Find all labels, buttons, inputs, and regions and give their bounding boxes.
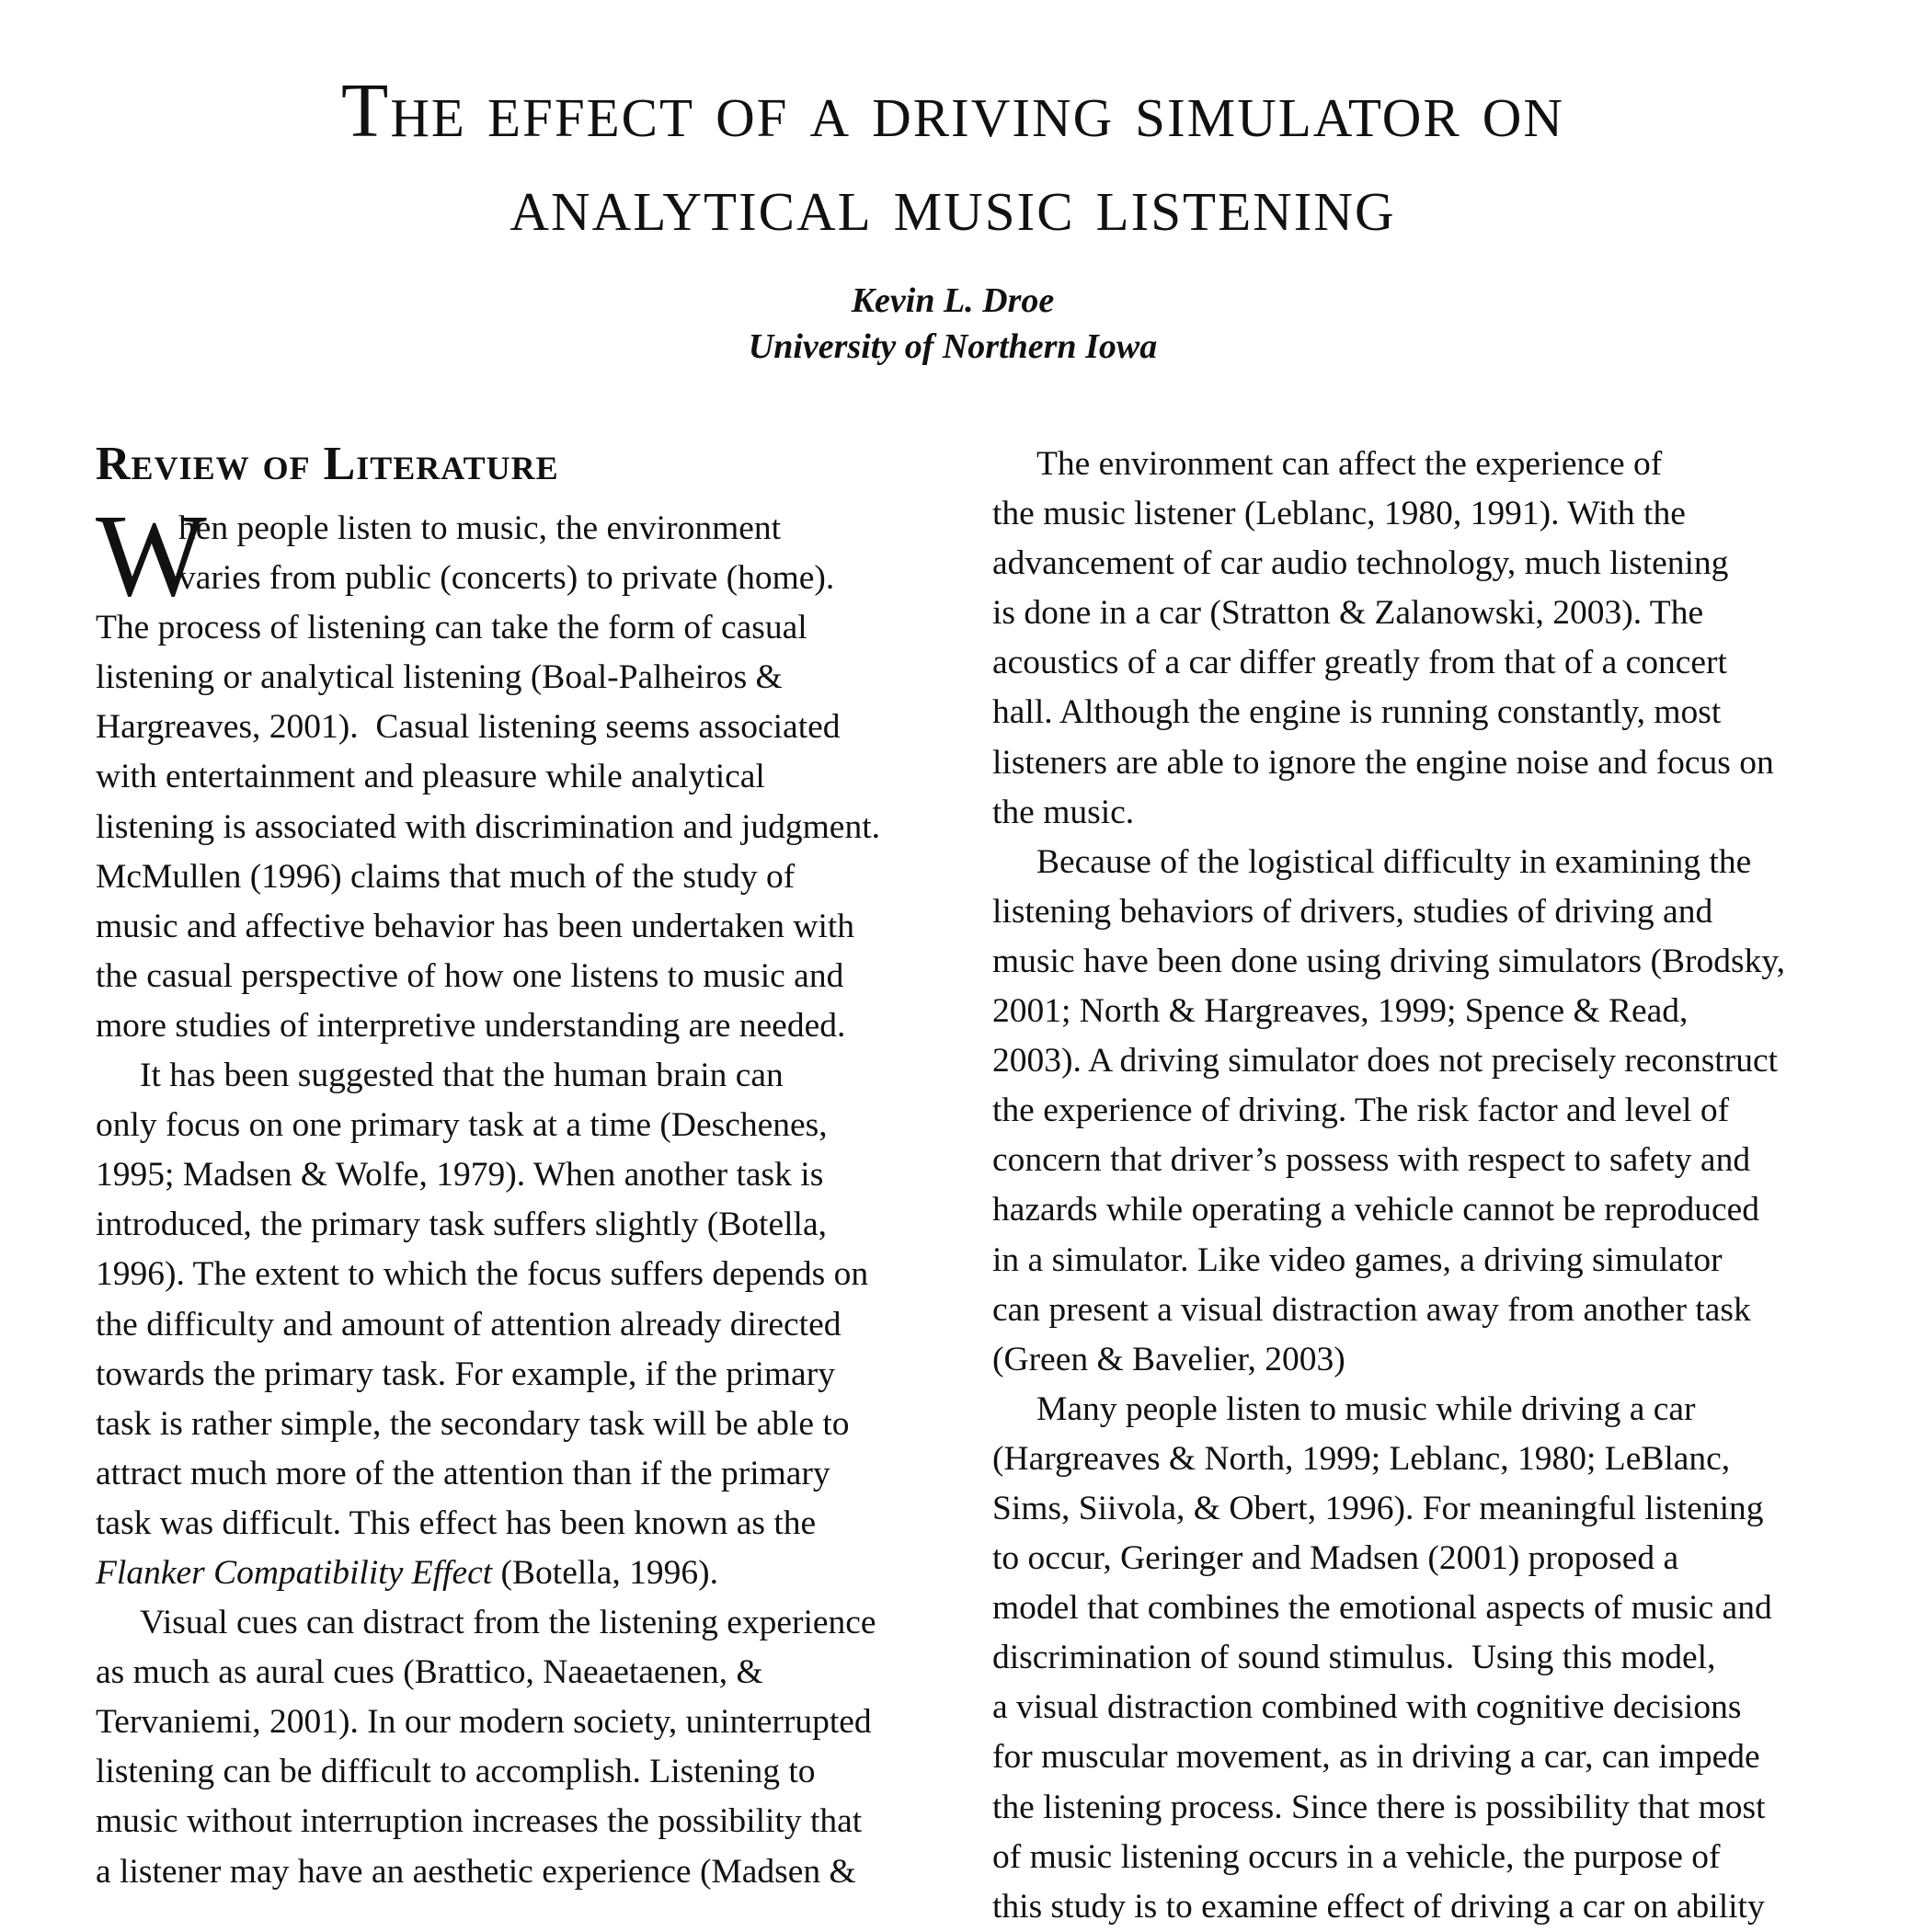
italic-term: Flanker Compatibility Effect	[96, 1553, 493, 1592]
paragraph-1	[96, 490, 1015, 1051]
section-heading: Review of Literature	[96, 438, 559, 490]
title-line-2: analytical music listening	[509, 162, 1396, 247]
text-line: task was difficult. This effect has been known as the	[96, 1503, 817, 1542]
paragraph-3	[96, 1598, 1015, 1897]
text-line: for muscular movement, as in driving a car, can impede	[992, 1738, 1760, 1777]
text-line: The process of listening can take the form of casual	[96, 609, 807, 647]
text-line: the music.	[992, 793, 1135, 831]
text-line: only focus on one primary task at a time (Deschenes,	[96, 1106, 828, 1145]
text-line: the difficulty and amount of attention already directed	[96, 1305, 842, 1343]
text-line: Because of the logistical difficulty in examining the	[1036, 842, 1752, 881]
left-column	[96, 438, 1015, 1897]
text-line: Sims, Siivola, & Obert, 1996). For meaningful listening	[992, 1489, 1764, 1527]
text-line: Many people listen to music while driving a car	[1036, 1389, 1696, 1428]
text-line: towards the primary task. For example, if the primary	[96, 1355, 835, 1393]
text-line: more studies of interpretive understanding are needed.	[96, 1006, 846, 1045]
author-block	[0, 278, 1906, 370]
paragraph-2	[96, 1051, 1015, 1598]
text-line: hall. Although the engine is running constantly, most	[992, 693, 1722, 732]
citation-text: (Botella, 1996).	[492, 1553, 718, 1592]
text-line: in a simulator. Like video games, a driving simulator	[992, 1240, 1723, 1279]
text-line: hazards while operating a vehicle cannot be reproduced	[992, 1191, 1759, 1229]
text-line: music without interruption increases the possibility that	[96, 1802, 863, 1841]
paragraph-4	[992, 440, 1912, 838]
text-line: Tervaniemi, 2001). In our modern society, uninterrupted	[96, 1703, 872, 1742]
text-line: The environment can affect the experience of	[1036, 445, 1663, 483]
text-line: concern that driver’s possess with respect to safety and	[992, 1141, 1751, 1180]
text-line: the listening process. Since there is possibility that most	[992, 1788, 1766, 1826]
text-line: listening can be difficult to accomplish. Listening to	[96, 1753, 816, 1791]
text-line: varies from public (concerts) to private (home).	[178, 559, 835, 598]
text-line: (Green & Bavelier, 2003)	[992, 1340, 1345, 1378]
text-line: discrimination of sound stimulus. Using this model,	[992, 1639, 1716, 1677]
text-line: can present a visual distraction away from another task	[992, 1290, 1751, 1329]
text-line: listening behaviors of drivers, studies of driving and	[992, 892, 1713, 931]
text-line: 2003). A driving simulator does not precisely reconstruct	[992, 1042, 1779, 1080]
text-line: the experience of driving. The risk factor and level of	[992, 1092, 1730, 1130]
text-line: listeners are able to ignore the engine noise and focus on	[992, 743, 1774, 782]
text-line: a listener may have an aesthetic experience (Madsen &	[96, 1852, 856, 1891]
text-line: a visual distraction combined with cognitive decisions	[992, 1688, 1742, 1727]
text-line: advancement of car audio technology, much listening	[992, 544, 1729, 583]
text-line: attract much more of the attention than if the primary	[96, 1454, 830, 1492]
right-column	[992, 440, 1912, 1932]
text-line: 1995; Madsen & Wolfe, 1979). When another task is	[96, 1156, 824, 1195]
author-name: Kevin L. Droe	[851, 281, 1055, 320]
text-line: listening is associated with discrimination and judgment.	[96, 807, 880, 846]
text-line: (Hargreaves & North, 1999; Leblanc, 1980; LeBlanc,	[992, 1439, 1731, 1478]
text-line: task is rather simple, the secondary task will be able to	[96, 1404, 850, 1443]
author-affiliation: University of Northern Iowa	[748, 327, 1158, 366]
text-line: is done in a car (Stratton & Zalanowski, 2003). The	[992, 594, 1704, 633]
text-line: the music listener (Leblanc, 1980, 1991). With the	[992, 495, 1686, 533]
text-line: this study is to examine effect of driving a car on ability	[992, 1887, 1765, 1926]
text-line: 2001; North & Hargreaves, 1999; Spence & Read,	[992, 992, 1689, 1031]
text-line: model that combines the emotional aspects of music and	[992, 1589, 1772, 1628]
text-line: as much as aural cues (Brattico, Naeaetaenen, &	[96, 1653, 763, 1692]
text-line: 1996). The extent to which the focus suffers depends on	[96, 1255, 869, 1294]
text-line: listening or analytical listening (Boal-Palheiros &	[96, 658, 783, 697]
text-line: music and affective behavior has been undertaken with	[96, 907, 855, 945]
text-line-with-italic	[96, 1549, 1015, 1598]
text-line: Hargreaves, 2001). Casual listening seems associated	[96, 708, 841, 747]
drop-cap: W	[96, 490, 207, 621]
text-line: of music listening occurs in a vehicle, the purpose of	[992, 1837, 1721, 1876]
text-line: music have been done using driving simulators (Brodsky,	[992, 942, 1786, 980]
title-line-1: The effect of a driving simulator on	[341, 68, 1564, 154]
text-line: It has been suggested that the human brain can	[140, 1057, 784, 1095]
text-line: hen people listen to music, the environment	[178, 509, 782, 547]
text-line: introduced, the primary task suffers slightly (Botella,	[96, 1206, 827, 1244]
text-line: Visual cues can distract from the listening experience	[140, 1604, 876, 1642]
text-line: McMullen (1996) claims that much of the study of	[96, 857, 796, 896]
text-line: with entertainment and pleasure while analytical	[96, 758, 765, 796]
paragraph-5	[992, 838, 1912, 1385]
text-line: the casual perspective of how one listens to music and	[96, 956, 844, 995]
text-line: acoustics of a car differ greatly from that of a concert	[992, 644, 1727, 682]
paragraph-6	[992, 1385, 1912, 1932]
paper-title	[0, 64, 1906, 252]
text-line: to occur, Geringer and Madsen (2001) proposed a	[992, 1539, 1679, 1578]
